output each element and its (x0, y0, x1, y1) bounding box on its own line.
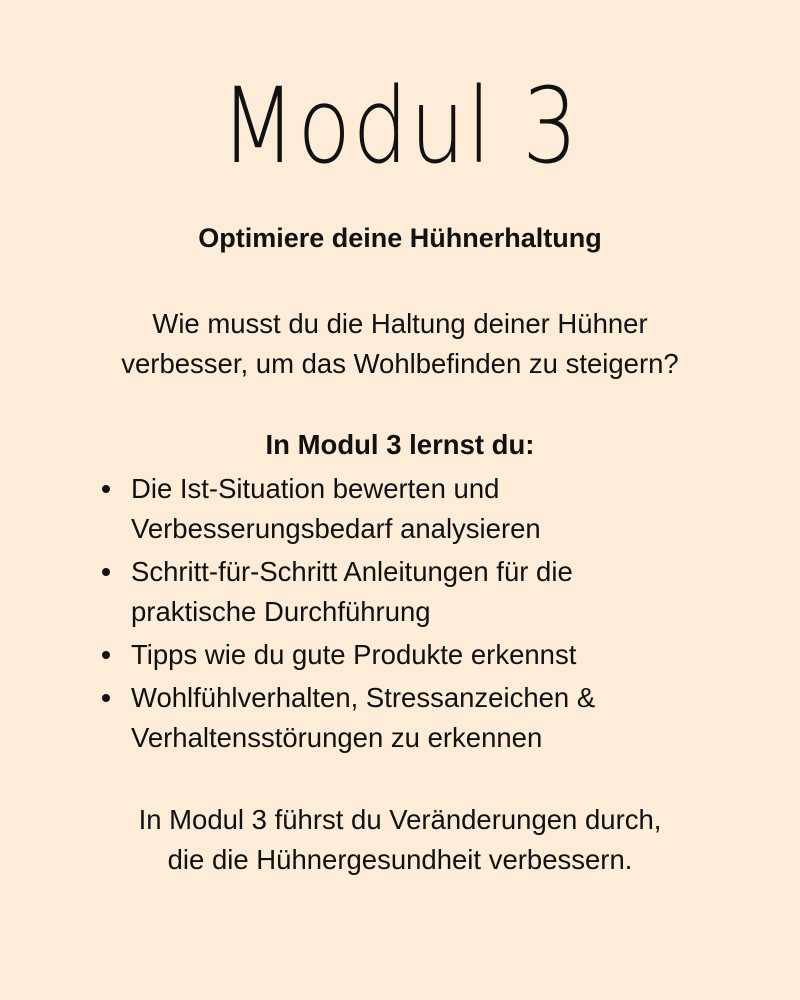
bullet-line: Wohlfühlverhalten, Stressanzeichen & (131, 682, 596, 713)
closing-statement (0, 800, 800, 880)
bullet-line: Tipps wie du gute Produkte erkennst (131, 639, 577, 670)
learning-bullet-list (100, 469, 720, 761)
closing-line-1: In Modul 3 führst du Veränderungen durch, (138, 804, 662, 835)
module-subtitle: Optimiere deine Hühnerhaltung (198, 223, 602, 253)
bullet-line: Verhaltensstörungen zu erkennen (131, 722, 543, 753)
learning-list-heading: In Modul 3 lernst du: (265, 429, 535, 460)
bullet-item (100, 552, 720, 632)
bullet-line: praktische Durchführung (131, 596, 431, 627)
module-title: Modul 3 (220, 65, 580, 187)
closing-line-2: die die Hühnergesundheit verbessern. (167, 844, 633, 875)
bullet-line: Schritt-für-Schritt Anleitungen für die (131, 556, 573, 587)
intro-question (0, 304, 800, 384)
bullet-line: Die Ist-Situation bewerten und (131, 473, 500, 504)
bullet-icon (102, 568, 110, 576)
intro-line-1: Wie musst du die Haltung deiner Hühner (152, 308, 648, 339)
bullet-item (100, 678, 720, 758)
intro-line-2: verbesser, um das Wohlbefinden zu steigern? (121, 348, 679, 379)
bullet-item (100, 469, 720, 549)
bullet-line: Verbesserungsbedarf analysieren (131, 513, 541, 544)
bullet-icon (102, 694, 110, 702)
bullet-icon (102, 651, 110, 659)
bullet-icon (102, 485, 110, 493)
bullet-item (100, 635, 720, 675)
